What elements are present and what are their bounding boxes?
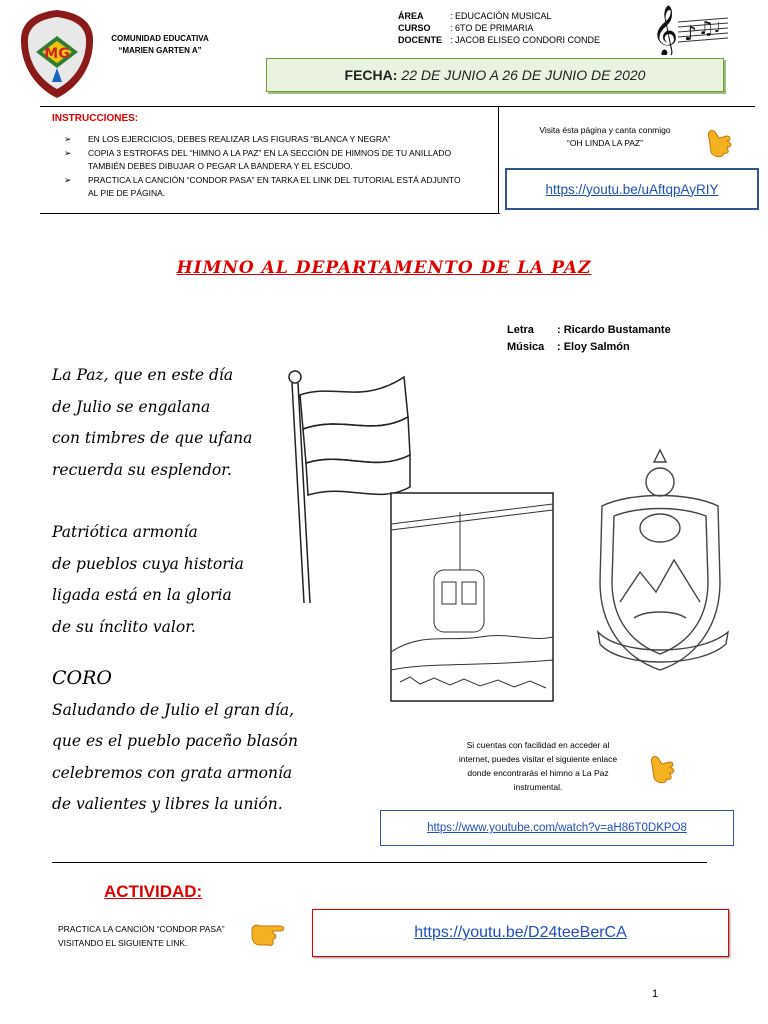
lyric-line: recuerda su esplendor. <box>52 460 232 479</box>
info-line: internet, puedes visitar el siguiente enlace <box>458 754 618 764</box>
curso-label: CURSO <box>398 23 431 33</box>
instruction-item: ➢ COPIA 3 ESTROFAS DEL “HIMNO A LA PAZ” EN LA SECCIÓN DE HIMNOS DE TU ANILLADO TAMBIÉN DEBES DIBUJAR O PEGAR LA BANDERA Y EL ESCUDO. <box>62 147 462 173</box>
pointing-hand-icon <box>250 918 288 948</box>
lyric-line: de valientes y libres la unión. <box>52 795 283 813</box>
instructions-top-divider <box>40 106 755 107</box>
docente-label: DOCENTE <box>398 35 443 45</box>
svg-text:𝄞: 𝄞 <box>652 5 679 55</box>
visit-line-2: “OH LINDA LA PAZ” <box>567 138 643 148</box>
activity-text <box>58 922 258 950</box>
lyric-line: Saludando de Julio el gran día, <box>52 700 295 719</box>
page-number: 1 <box>652 988 659 1000</box>
school-line-1: COMUNIDAD EDUCATIVA <box>111 34 209 43</box>
lyric-line: con timbres de que ufana <box>52 429 253 447</box>
activity-line: VISITANDO EL SIGUIENTE LINK. <box>58 938 188 948</box>
school-logo-icon <box>18 8 96 100</box>
visit-note <box>510 124 700 150</box>
instructions-list <box>62 133 462 201</box>
youtube-link-3[interactable]: https://youtu.be/D24teeBerCA <box>312 909 729 957</box>
area-value: : EDUCACIÓN MUSICAL <box>450 11 552 21</box>
info-line: Si cuentas con facilidad en acceder al <box>466 740 610 750</box>
curso-value: : 6TO DE PRIMARIA <box>450 23 534 33</box>
letra-label: Letra <box>507 324 534 336</box>
instruction-item: ➢ PRACTICA LA CANCIÓN “CONDOR PASA” EN TARKA EL LINK DEL TUTORIAL ESTÁ ADJUNTO AL PIE DE PÁGINA. <box>62 174 462 200</box>
cable-car-icon <box>390 492 554 702</box>
date-label: FECHA: <box>344 67 398 83</box>
instructions-title: INSTRUCCIONES: <box>52 113 139 124</box>
activity-divider <box>52 862 707 863</box>
school-line-2: “MARIEN GARTEN A” <box>118 46 202 55</box>
area-label: ÁREA <box>398 11 424 21</box>
pointing-hand-icon <box>646 750 676 786</box>
svg-text:♫: ♫ <box>698 18 715 39</box>
activity-line: PRACTICA LA CANCIÓN “CONDOR PASA” <box>58 924 225 934</box>
lyric-line: Patriótica armonía <box>52 523 198 541</box>
info-line: donde encontrarás el himno a La Paz <box>467 768 609 778</box>
svg-text:♩: ♩ <box>714 20 721 36</box>
pointing-hand-icon <box>703 124 733 160</box>
info-line: instrumental. <box>513 782 563 792</box>
date-value: 22 DE JUNIO A 26 DE JUNIO DE 2020 <box>401 67 646 83</box>
svg-text:♪: ♪ <box>684 21 697 45</box>
letra-value: : Ricardo Bustamante <box>557 324 671 336</box>
lyric-line: La Paz, que en este día <box>52 366 234 384</box>
lyric-line: que es el pueblo paceño blasón <box>52 732 298 750</box>
hymn-title: HIMNO AL DEPARTAMENTO DE LA PAZ <box>176 258 592 278</box>
music-notes-icon <box>650 0 730 55</box>
coro-label: CORO <box>52 667 112 689</box>
youtube-link-1[interactable]: https://youtu.be/uAftqpAyRIY <box>505 168 759 210</box>
school-name <box>100 33 220 57</box>
visit-line-1: Visita ésta página y canta conmigo <box>539 125 671 135</box>
lyric-line: de pueblos cuya historia <box>52 554 244 573</box>
lyric-line: celebremos con grata armonía <box>52 763 293 782</box>
instructions-bottom-divider <box>40 213 500 214</box>
instrumental-info <box>438 738 638 794</box>
coat-of-arms-icon <box>590 432 740 687</box>
docente-value: : JACOB ELISEO CONDORI CONDE <box>450 35 601 45</box>
musica-label: Música <box>507 341 545 353</box>
lyric-line: de Julio se engalana <box>52 397 211 416</box>
hymn-credits <box>507 322 671 356</box>
youtube-link-2[interactable]: https://www.youtube.com/watch?v=aH86T0DKPO8 <box>380 810 734 846</box>
activity-title: ACTIVIDAD: <box>104 882 203 901</box>
lyric-line: ligada está en la gloria <box>52 586 232 604</box>
instructions-vertical-divider <box>498 106 499 214</box>
instruction-item: ➢ EN LOS EJERCICIOS, DEBES REALIZAR LAS FIGURAS “BLANCA Y NEGRA” <box>62 133 462 146</box>
course-meta <box>398 10 600 46</box>
logo-text: MG <box>44 46 70 62</box>
musica-value: : Eloy Salmón <box>557 341 630 353</box>
lyric-line: de su ínclito valor. <box>52 617 196 636</box>
date-banner <box>266 58 724 92</box>
